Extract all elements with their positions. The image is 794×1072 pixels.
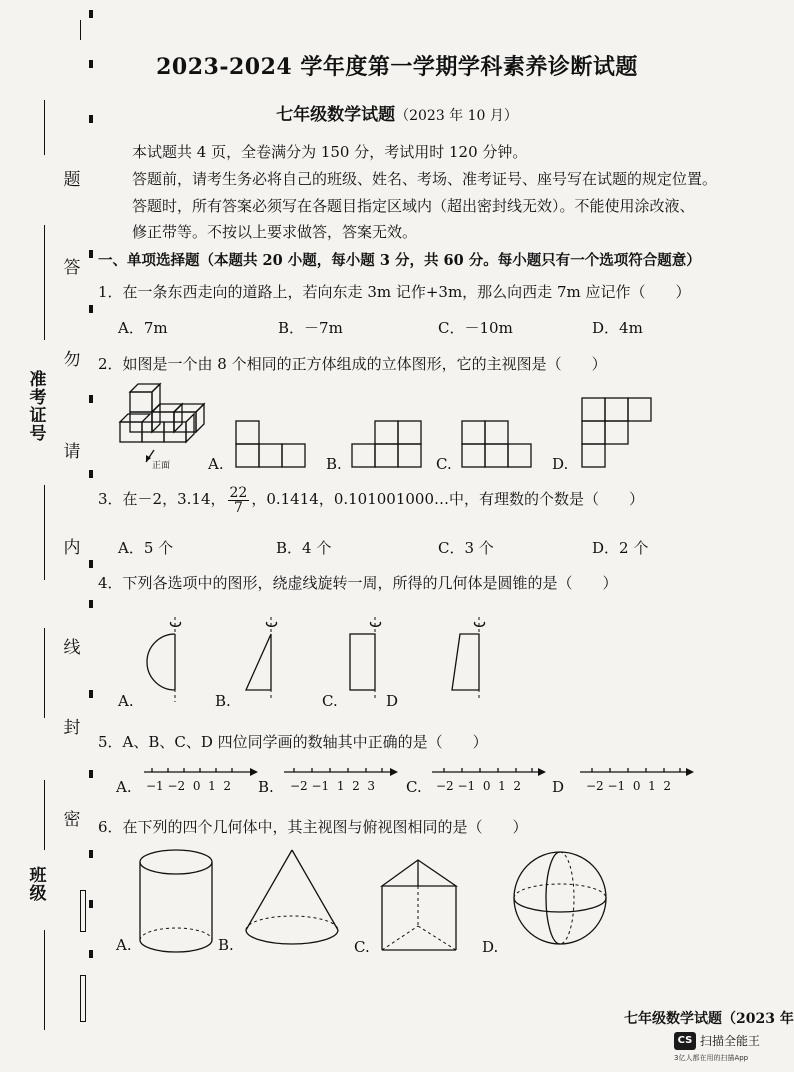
seal-char-wu: 勿 [63,350,81,370]
question-2-option-b: B. [326,455,342,473]
seal-char-da: 答 [63,258,81,278]
question-6-cylinder [138,848,218,958]
question-1-option-d: D．4m [592,319,643,337]
seal-char-nei: 内 [63,538,81,558]
seal-char-xian: 线 [63,638,81,658]
question-2-option-a: A. [208,455,224,473]
subject-title-row [0,100,794,125]
instruction-line-4: 修正带等。不按以上要求做答，答案无效。 [132,223,418,241]
question-2-stem: 2．如图是一个由 8 个相同的正方体组成的立体图形，它的主视图是（ ） [98,355,607,373]
question-4-option-c: C. [322,692,338,710]
seal-char-qing: 请 [63,442,81,462]
question-3-stem [98,482,644,516]
question-2-option-a-view [236,420,308,470]
question-5-axis-c-labels: −2 −1 0 1 2 [436,779,521,793]
footer-page-label: 七年级数学试题（2023 年 [624,1011,794,1027]
question-5-axis-d [580,766,695,778]
question-5-option-c: C. [406,778,422,796]
question-1-stem: 1．在一条东西走向的道路上，若向东走 3m 记作+3m，那么向西走 7m 应记作（ ） [98,283,691,301]
question-2-option-c-view [462,420,534,470]
subject-date: （2023 年 10 月） [395,108,518,124]
question-3-stem-after: ，0.1414，0.101001000…中，有理数的个数是（ ） [251,490,645,508]
question-2-option-d-view [582,397,654,469]
scanner-logo-icon [674,1032,696,1050]
question-2-front-label: 正面 [152,461,171,471]
instruction-line-1: 本试题共 4 页，全卷满分为 150 分，考试用时 120 分钟。 [132,143,528,161]
question-6-sphere [510,848,610,948]
instruction-line-2: 答题前，请考生务必将自己的班级、姓名、考场、准考证号、座号写在试题的规定位置。 [132,170,718,188]
question-3-option-a: A．5 个 [118,539,174,557]
question-5-axis-c [432,766,547,778]
scanner-tagline: 3亿人都在用的扫描App [674,1054,749,1062]
question-5-axis-a [144,766,259,778]
question-6-option-b: B. [218,936,234,954]
subject-title: 七年级数学试题 [276,105,396,125]
question-2-option-c: C. [436,455,452,473]
seal-char-feng: 封 [63,718,81,738]
scanner-name: 扫描全能王 [700,1034,761,1048]
question-4-option-c-figure [342,612,392,702]
question-1-option-b: B．－7m [278,319,343,337]
question-6-option-c: C. [354,938,370,956]
question-4-stem: 4．下列各选项中的图形，绕虚线旋转一周，所得的几何体是圆锥的是（ ） [98,574,618,592]
question-6-option-d: D. [482,938,499,956]
question-4-option-a: A. [118,692,134,710]
seal-char-ti: 题 [63,170,81,190]
question-4-option-d: D [386,692,399,710]
section-1-heading: 一、单项选择题（本题共 20 小题，每小题 3 分，共 60 分。每小题只有一个选项符合题意） [98,252,701,269]
question-6-cone [242,848,342,958]
exam-title: 2023-2024 学年度第一学期学科素养诊断试题 [156,54,638,80]
question-3-option-d: D．2 个 [592,539,649,557]
question-5-option-b: B. [258,778,274,796]
question-2-option-d: D. [552,455,569,473]
question-5-option-a: A. [116,778,132,796]
label-class: 班级 [29,866,47,904]
question-4-option-d-figure [446,612,496,702]
question-2-option-b-view [352,420,424,470]
question-3-fraction-numerator: 22 [229,484,248,501]
question-4-option-b-figure [238,612,288,702]
question-1-option-c: C．－10m [438,319,513,337]
question-6-option-a: A. [116,936,132,954]
scanner-badge-text: CS [677,1035,693,1046]
question-5-axis-a-labels: −1 −2 0 1 2 [146,779,231,793]
question-3-option-b: B．4 个 [276,539,332,557]
question-3-fraction [228,486,250,515]
question-3-option-c: C．3 个 [438,539,494,557]
question-6-triangular-prism [380,858,470,958]
seal-char-mi: 密 [63,810,81,830]
question-4-option-a-figure [140,612,190,702]
question-5-axis-d-labels: −2 −1 0 1 2 [586,779,671,793]
instruction-line-3: 答题时，所有答案必须写在各题目指定区域内（超出密封线无效）。不能使用涂改液、 [132,197,695,215]
question-5-axis-b [284,766,399,778]
label-exam-number: 准考证号 [29,370,47,444]
question-5-stem: 5．A、B、C、D 四位同学画的数轴其中正确的是（ ） [98,733,488,751]
question-4-option-b: B. [215,692,231,710]
question-3-fraction-denominator: 7 [233,499,243,516]
question-1-option-a: A．7m [118,319,168,337]
question-5-option-d: D [552,778,565,796]
question-5-axis-b-labels: −2 −1 1 2 3 [290,779,375,793]
question-6-stem: 6．在下列的四个几何体中，其主视图与俯视图相同的是（ ） [98,818,528,836]
scanner-watermark [672,1030,792,1066]
question-3-stem-before: 3．在－2，3.14， [98,490,226,508]
